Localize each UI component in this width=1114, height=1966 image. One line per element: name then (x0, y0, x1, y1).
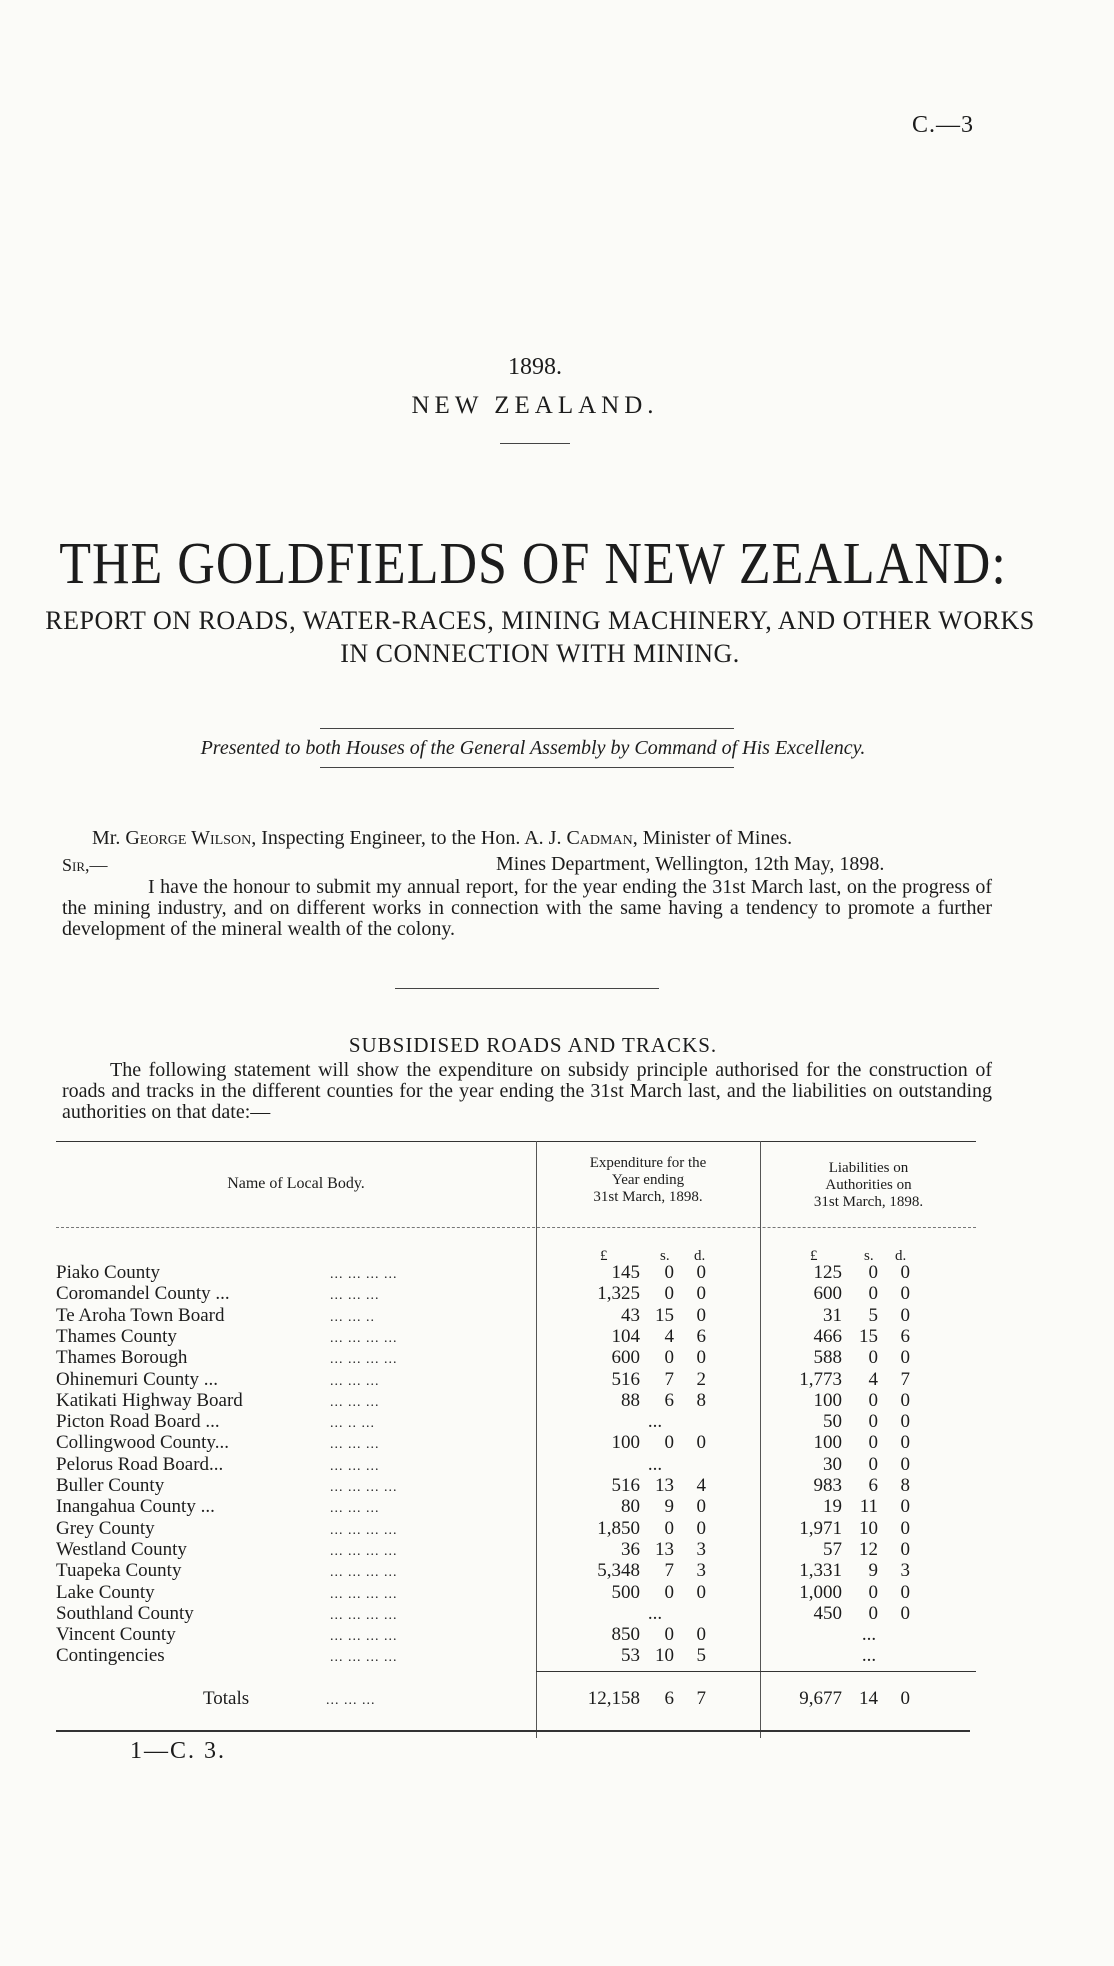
minister-name: Cadman (566, 827, 633, 849)
table-row (0, 1369, 1114, 1390)
exp-pence: 0 (696, 1304, 706, 1326)
exp-pence: 0 (696, 1624, 706, 1646)
exp-pounds: 500 (611, 1581, 640, 1603)
table-bottom-rule (56, 1730, 970, 1732)
country-heading: NEW ZEALAND. (411, 392, 659, 419)
exp-shillings: 4 (664, 1325, 674, 1347)
exp-pounds: 104 (611, 1325, 640, 1347)
table-row (0, 1390, 1114, 1411)
liab-shillings: 0 (868, 1411, 878, 1433)
exp-pounds: 53 (621, 1645, 640, 1667)
exp-shillings: 0 (664, 1517, 674, 1539)
exp-pounds: 43 (621, 1304, 640, 1326)
liab-shillings: 12 (859, 1538, 878, 1560)
liab-pounds: 30 (823, 1453, 842, 1475)
liab-pounds: 1,000 (799, 1581, 842, 1603)
table-row (0, 1326, 1114, 1347)
section-title: SUBSIDISED ROADS AND TRACKS. (348, 1033, 718, 1057)
table-row (0, 1560, 1114, 1581)
exp-pounds: 516 (611, 1475, 640, 1496)
exp-shillings: 7 (664, 1560, 674, 1582)
exp-pounds: 88 (621, 1389, 640, 1411)
leader-dots: ... ... ... ... (330, 1267, 398, 1282)
liab-pounds: ... (861, 1645, 877, 1667)
liab-pence: 0 (900, 1347, 910, 1369)
liab-shillings: 0 (868, 1347, 878, 1369)
exp-pence: 0 (696, 1347, 706, 1369)
liab-pounds: 100 (813, 1432, 842, 1454)
leader-dots: ... ... ... (330, 1437, 380, 1453)
exp-pence: 5 (696, 1645, 706, 1667)
document-title: THE GOLDFIELDS OF NEW ZEALAND: (59, 531, 1007, 597)
liab-pounds: 600 (813, 1283, 842, 1305)
page-reference: C.—3 (911, 112, 974, 138)
liab-pounds: 50 (823, 1411, 842, 1433)
report-year: 1898. (508, 354, 562, 380)
presentation-line: Presented to both Houses of the General Assembly by Command of His Excellency. (200, 737, 866, 759)
local-body-name: Ohinemuri County ... (56, 1368, 219, 1390)
leader-dots: ... ... ... ... (330, 1330, 398, 1346)
liab-shillings: 10 (859, 1517, 878, 1539)
local-body-name: Buller County (56, 1475, 165, 1496)
liab-shillings: 15 (859, 1325, 878, 1347)
leader-dots: ... ... ... (330, 1288, 380, 1304)
liab-pence: 0 (900, 1496, 910, 1518)
table-header-rule (56, 1227, 976, 1228)
liab-pounds: 57 (823, 1538, 842, 1560)
unit-pence: d. (694, 1248, 706, 1264)
leader-dots: ... ... ... ... (330, 1586, 398, 1602)
table-row (0, 1283, 1114, 1304)
exp-pence: 6 (696, 1325, 706, 1347)
exp-pounds: 80 (621, 1496, 640, 1518)
liab-shillings: 0 (868, 1453, 878, 1475)
document-subtitle: REPORT ON ROADS, WATER-RACES, MINING MACHINERY, AND OTHER WORKS IN CONNECTION WITH MINING. (45, 606, 1035, 668)
leader-dots: ... ... ... ... (330, 1565, 398, 1581)
liab-pence: 7 (900, 1368, 910, 1390)
table-row (0, 1518, 1114, 1539)
column-header-expenditure: Expenditure for the Year ending 31st March, 1898. (589, 1155, 707, 1205)
exp-shillings: 15 (655, 1304, 674, 1326)
column-header-liabilities: Liabilities on Authorities on 31st March, 1898. (813, 1160, 924, 1210)
liab-pence: 0 (900, 1517, 910, 1539)
exp-pounds: ... (647, 1602, 663, 1624)
exp-shillings: 10 (655, 1645, 674, 1667)
table-row (0, 1262, 1114, 1283)
liab-shillings: 0 (868, 1389, 878, 1411)
liab-pence: 0 (900, 1538, 910, 1560)
local-body-name: Piako County (56, 1262, 160, 1283)
liab-shillings: 0 (868, 1283, 878, 1305)
leader-dots: ... ... ... ... (330, 1543, 398, 1559)
liab-pence: 0 (900, 1602, 910, 1624)
unit-pence: d. (895, 1248, 907, 1264)
liab-shillings: 5 (868, 1304, 878, 1326)
liab-pounds: 1,773 (799, 1368, 842, 1390)
liab-pence: 0 (900, 1304, 910, 1326)
exp-shillings: 0 (664, 1432, 674, 1454)
exp-pounds: 5,348 (597, 1560, 640, 1582)
local-body-name: Thames County (56, 1325, 177, 1347)
exp-pounds: ... (647, 1453, 663, 1475)
liab-shillings: 11 (859, 1496, 878, 1518)
exp-pounds: 36 (621, 1538, 640, 1560)
exp-pence: 0 (696, 1581, 706, 1603)
liab-pence: 0 (900, 1432, 910, 1454)
exp-pence: 0 (696, 1283, 706, 1305)
leader-dots: ... ... ... (330, 1373, 380, 1389)
author-name: George Wilson (125, 827, 252, 849)
totals-row: Totals ... ... ... 12,158 6 7 9,677 14 0 (203, 1688, 910, 1709)
dateline: Mines Department, Wellington, 12th May, 1898. (496, 853, 885, 875)
section-intro: The following statement will show the expenditure on subsidy principle authorised for the construction of roads and tracks in the different counties for the year ending the 31st March last, and the liabilities on outstanding authorities on that date:— (62, 1059, 992, 1123)
table-row (0, 1411, 1114, 1432)
exp-pence: 2 (696, 1368, 706, 1390)
local-body-name: Coromandel County ... (56, 1283, 230, 1305)
totals-label: Totals (203, 1688, 250, 1709)
leader-dots: ... ... ... ... (330, 1522, 398, 1538)
leader-dots: ... ... ... ... (330, 1607, 398, 1623)
unit-pounds: £ (600, 1248, 608, 1264)
liab-pence: 8 (900, 1475, 910, 1496)
exp-pence: 0 (696, 1262, 706, 1283)
leader-dots: ... ... ... (326, 1693, 376, 1708)
local-body-name: Tuapeka County (56, 1560, 182, 1582)
table-row (0, 1305, 1114, 1326)
exp-pounds: 1,850 (597, 1517, 640, 1539)
liab-shillings: 9 (868, 1560, 878, 1582)
exp-shillings: 0 (664, 1347, 674, 1369)
local-body-name: Inangahua County ... (56, 1496, 215, 1518)
table-row (0, 1582, 1114, 1603)
liab-pounds: 983 (813, 1475, 842, 1496)
exp-pounds: 100 (611, 1432, 640, 1454)
totals-rule (536, 1671, 760, 1672)
divider-rule (320, 767, 734, 768)
liab-shillings: 6 (868, 1475, 878, 1496)
exp-shillings: 13 (655, 1538, 674, 1560)
liab-shillings: 0 (868, 1262, 878, 1283)
local-body-name: Pelorus Road Board... (56, 1453, 224, 1475)
exp-pence: 3 (696, 1560, 706, 1582)
liab-pence: 0 (900, 1283, 910, 1305)
local-body-name: Contingencies (56, 1645, 165, 1667)
liab-shillings: 4 (868, 1368, 878, 1390)
exp-shillings: 13 (655, 1475, 674, 1496)
leader-dots: ... ... ... ... (330, 1352, 398, 1368)
exp-pounds: 145 (611, 1262, 640, 1283)
leader-dots: ... ... ... (330, 1394, 380, 1410)
local-body-name: Westland County (56, 1538, 187, 1560)
exp-shillings: 0 (664, 1581, 674, 1603)
exp-pounds: 850 (611, 1624, 640, 1646)
liab-pence: 0 (900, 1581, 910, 1603)
leader-dots: ... ... ... ... (330, 1480, 398, 1495)
divider-rule (320, 728, 734, 729)
leader-dots: ... ... ... (330, 1501, 380, 1517)
liab-pounds: 588 (813, 1347, 842, 1369)
liab-pounds: ... (861, 1624, 877, 1646)
leader-dots: ... ... ... (330, 1458, 380, 1474)
liab-pence: 0 (900, 1389, 910, 1411)
liab-pounds: 466 (813, 1325, 842, 1347)
liab-pounds: 1,331 (799, 1560, 842, 1582)
table-row (0, 1645, 1114, 1666)
local-body-name: Southland County (56, 1602, 194, 1624)
table-row (0, 1496, 1114, 1517)
divider-rule (395, 988, 659, 989)
table-row (0, 1347, 1114, 1368)
leader-dots: ... ... .. (330, 1309, 375, 1325)
local-body-name: Grey County (56, 1517, 155, 1539)
exp-shillings: 0 (664, 1624, 674, 1646)
liab-shillings: 0 (868, 1602, 878, 1624)
local-body-name: Thames Borough (56, 1347, 188, 1369)
column-header-name: Name of Local Body. (227, 1175, 365, 1192)
unit-shillings: s. (660, 1248, 670, 1264)
liab-pounds: 1,971 (799, 1517, 842, 1539)
table-row (0, 1624, 1114, 1645)
liab-pounds: 19 (823, 1496, 842, 1518)
totals-rule (760, 1671, 976, 1672)
exp-shillings: 7 (664, 1368, 674, 1390)
exp-pence: 0 (696, 1432, 706, 1454)
liab-pence: 3 (900, 1560, 910, 1582)
table-top-rule (56, 1141, 976, 1142)
liab-pounds: 100 (813, 1389, 842, 1411)
salutation: Sir,— (62, 855, 108, 875)
liab-pounds: 125 (813, 1262, 842, 1283)
exp-pounds: 516 (611, 1368, 640, 1390)
letter-address: Mr. George Wilson, Inspecting Engineer, to the Hon. A. J. Cadman, Minister of Mines. (92, 827, 793, 849)
liab-pence: 0 (900, 1411, 910, 1433)
exp-shillings: 0 (664, 1262, 674, 1283)
exp-shillings: 6 (664, 1389, 674, 1411)
divider-rule (500, 443, 570, 444)
exp-pounds: 1,325 (597, 1283, 640, 1305)
exp-pence: 0 (696, 1496, 706, 1518)
exp-pence: 4 (696, 1475, 706, 1496)
local-body-name: Picton Road Board ... (56, 1411, 220, 1433)
local-body-name: Katikati Highway Board (56, 1389, 243, 1411)
liab-shillings: 0 (868, 1432, 878, 1454)
local-body-name: Vincent County (56, 1624, 176, 1646)
exp-shillings: 9 (664, 1496, 674, 1518)
exp-pence: 8 (696, 1389, 706, 1411)
local-body-name: Lake County (56, 1581, 155, 1603)
exp-pounds: 600 (611, 1347, 640, 1369)
table-row (0, 1603, 1114, 1624)
leader-dots: ... ... ... ... (330, 1650, 398, 1666)
leader-dots: ... .. ... (330, 1416, 375, 1432)
local-body-name: Te Aroha Town Board (56, 1304, 225, 1326)
table-row (0, 1432, 1114, 1453)
table-row (0, 1475, 1114, 1496)
unit-pounds: £ (810, 1248, 818, 1264)
liab-pence: 0 (900, 1453, 910, 1475)
liab-pounds: 450 (813, 1602, 842, 1624)
leader-dots: ... ... ... ... (330, 1629, 398, 1645)
liab-pounds: 31 (823, 1304, 842, 1326)
exp-shillings: 0 (664, 1283, 674, 1305)
unit-shillings: s. (864, 1248, 874, 1264)
letter-body: I have the honour to submit my annual report, for the year ending the 31st March last, on the progress of the mining industry, and on different works in connection with the same having a tendency to promote a further development of the mineral wealth of the colony. (62, 876, 992, 940)
exp-pence: 0 (696, 1517, 706, 1539)
exp-pence: 3 (696, 1538, 706, 1560)
liab-shillings: 0 (868, 1581, 878, 1603)
table-row (0, 1454, 1114, 1475)
liab-pence: 6 (900, 1325, 910, 1347)
footer-reference: 1—C. 3. (130, 1738, 227, 1764)
exp-pounds: ... (647, 1411, 663, 1433)
table-row (0, 1539, 1114, 1560)
local-body-name: Collingwood County... (56, 1432, 229, 1454)
liab-pence: 0 (900, 1262, 910, 1283)
